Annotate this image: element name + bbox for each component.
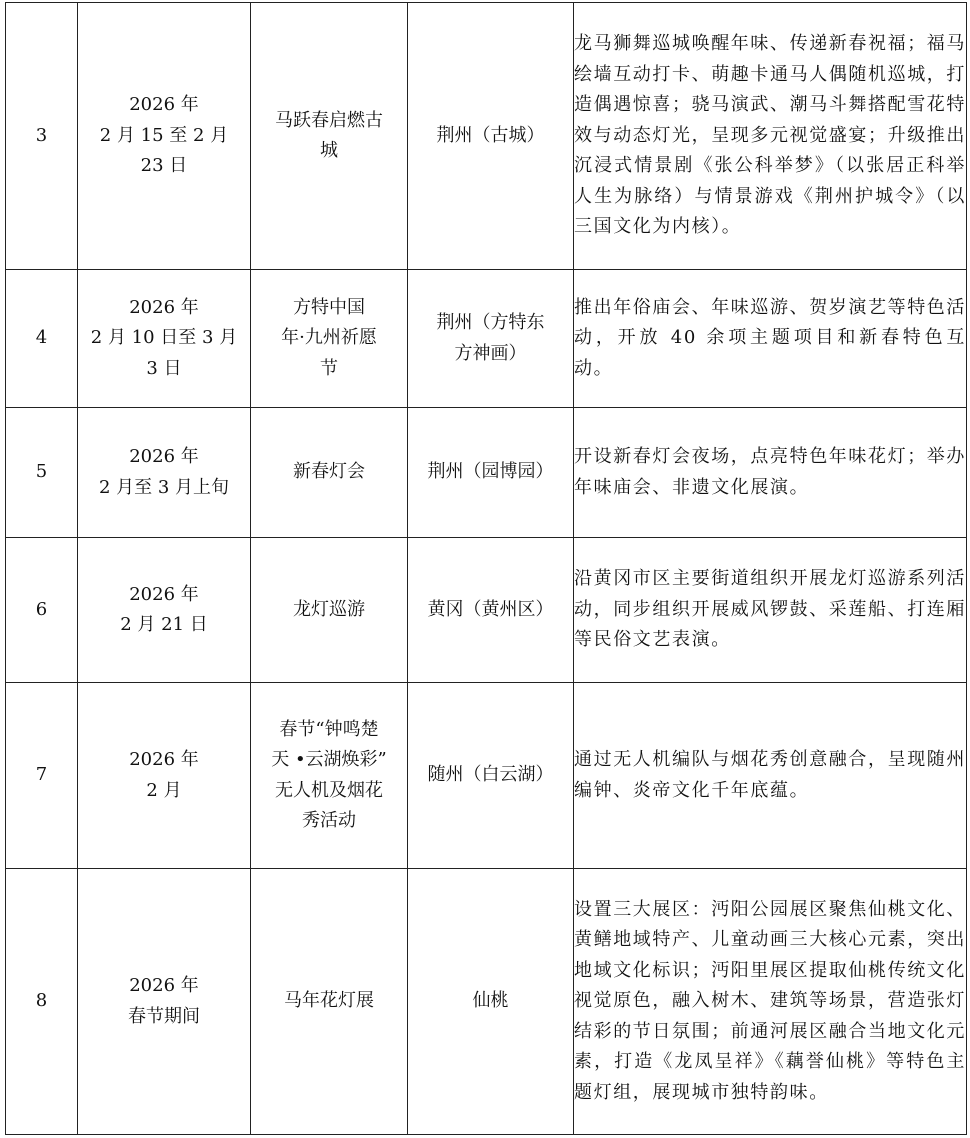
event-date: 2026 年 2 月 — [78, 683, 251, 869]
event-name: 新春灯会 — [251, 408, 408, 538]
row-number: 7 — [6, 683, 78, 869]
row-number: 6 — [6, 538, 78, 683]
event-description: 推出年俗庙会、年味巡游、贺岁演艺等特色活动，开放 40 余项主题项目和新春特色互动。 — [574, 270, 967, 408]
event-description: 龙马狮舞巡城唤醒年味、传递新春祝福；福马绘墙互动打卡、萌趣卡通马人偶随机巡城，打造偶遇惊喜；骁马演武、潮马斗舞搭配雪花特效与动态灯光，呈现多元视觉盛宴；升级推出沉浸式情景剧《张公科举梦》（以张居正科举人生为脉络）与情景游戏《荆州护城令》（以三国文化为内核）。 — [574, 3, 967, 270]
event-location: 荆州（园博园） — [408, 408, 574, 538]
event-date: 2026 年 2 月 10 日至 3 月 3 日 — [78, 270, 251, 408]
event-date: 2026 年 2 月 21 日 — [78, 538, 251, 683]
events-table — [5, 2, 967, 1135]
table-row — [6, 683, 967, 869]
table-row — [6, 408, 967, 538]
event-name: 春节“钟鸣楚 天 •云湖焕彩” 无人机及烟花 秀活动 — [251, 683, 408, 869]
event-name: 马年花灯展 — [251, 869, 408, 1135]
event-description: 通过无人机编队与烟花秀创意融合，呈现随州编钟、炎帝文化千年底蕴。 — [574, 683, 967, 869]
event-location: 黄冈（黄州区） — [408, 538, 574, 683]
table-row — [6, 538, 967, 683]
table-row — [6, 869, 967, 1135]
event-date: 2026 年 2 月 15 至 2 月 23 日 — [78, 3, 251, 270]
table-row — [6, 270, 967, 408]
event-name: 方特中国 年·九州祈愿 节 — [251, 270, 408, 408]
event-description: 沿黄冈市区主要街道组织开展龙灯巡游系列活动，同步组织开展威风锣鼓、采莲船、打连厢等民俗文艺表演。 — [574, 538, 967, 683]
row-number: 5 — [6, 408, 78, 538]
event-location: 荆州（方特东 方神画） — [408, 270, 574, 408]
table-row — [6, 3, 967, 270]
event-location: 仙桃 — [408, 869, 574, 1135]
event-name: 龙灯巡游 — [251, 538, 408, 683]
row-number: 4 — [6, 270, 78, 408]
row-number: 8 — [6, 869, 78, 1135]
event-name: 马跃春启燃古 城 — [251, 3, 408, 270]
event-description: 开设新春灯会夜场，点亮特色年味花灯；举办年味庙会、非遗文化展演。 — [574, 408, 967, 538]
event-date: 2026 年 春节期间 — [78, 869, 251, 1135]
event-date: 2026 年 2 月至 3 月上旬 — [78, 408, 251, 538]
event-location: 荆州（古城） — [408, 3, 574, 270]
event-location: 随州（白云湖） — [408, 683, 574, 869]
row-number: 3 — [6, 3, 78, 270]
event-description: 设置三大展区：沔阳公园展区聚焦仙桃文化、黄鳝地域特产、儿童动画三大核心元素，突出地域文化标识；沔阳里展区提取仙桃传统文化视觉原色，融入树木、建筑等场景，营造张灯结彩的节日氛围；前通河展区融合当地文化元素，打造《龙凤呈祥》《藕誉仙桃》等特色主题灯组，展现城市独特韵味。 — [574, 869, 967, 1135]
